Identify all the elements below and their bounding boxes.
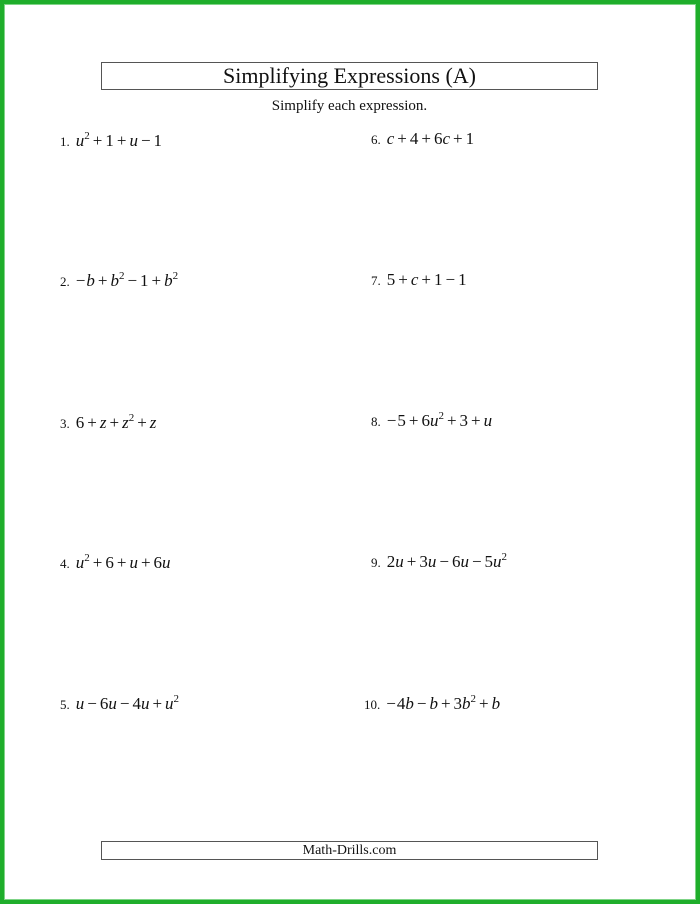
footer-text: Math-Drills.com xyxy=(302,842,397,858)
problem-8 xyxy=(371,411,492,431)
problem-expression: $u^2 + 6 + u + 6u$ xyxy=(75,552,171,572)
problem-expression: $-5 + 6u^2 + 3 + u$ xyxy=(386,410,493,430)
problem-6 xyxy=(371,129,474,149)
problem-5 xyxy=(60,694,179,714)
problem-2 xyxy=(60,271,178,291)
problem-expression: 5 + c + 1 − 1 xyxy=(386,270,467,289)
problem-expression: $u^2 + 1 + u - 1$ xyxy=(75,130,163,150)
problem-number: 4. xyxy=(60,556,70,571)
worksheet-instruction: Simplify each expression. xyxy=(271,98,428,114)
problem-expression: $-4b - b + 3b^2 + b$ xyxy=(386,693,501,713)
problem-expression: $6 + z + z^2 + z$ xyxy=(75,412,157,432)
problem-expression: $2u + 3u - 6u - 5u^2$ xyxy=(386,551,508,571)
problem-9 xyxy=(371,552,507,572)
problem-4 xyxy=(60,553,171,573)
problem-number: 7. xyxy=(371,273,381,288)
problem-3 xyxy=(60,413,156,433)
problem-number: 8. xyxy=(371,414,381,429)
worksheet-title-text: Simplifying Expressions (A) xyxy=(223,63,476,88)
problem-number: 10. xyxy=(364,697,381,712)
problem-number: 2. xyxy=(60,274,70,289)
footer xyxy=(101,841,598,860)
problem-expression: $-b + b^2 - 1 + b^2$ xyxy=(75,270,179,290)
problem-number: 3. xyxy=(60,416,70,431)
problem-number: 5. xyxy=(60,697,70,712)
problem-number: 1. xyxy=(60,134,70,149)
problem-7 xyxy=(371,270,467,290)
problem-number: 9. xyxy=(371,555,381,570)
problem-expression: $u - 6u - 4u + u^2$ xyxy=(75,693,180,713)
problem-expression: c + 4 + 6c + 1 xyxy=(386,129,475,148)
worksheet-title xyxy=(101,62,598,90)
problem-10 xyxy=(364,694,500,714)
problem-number: 6. xyxy=(371,132,381,147)
problem-1 xyxy=(60,131,162,151)
